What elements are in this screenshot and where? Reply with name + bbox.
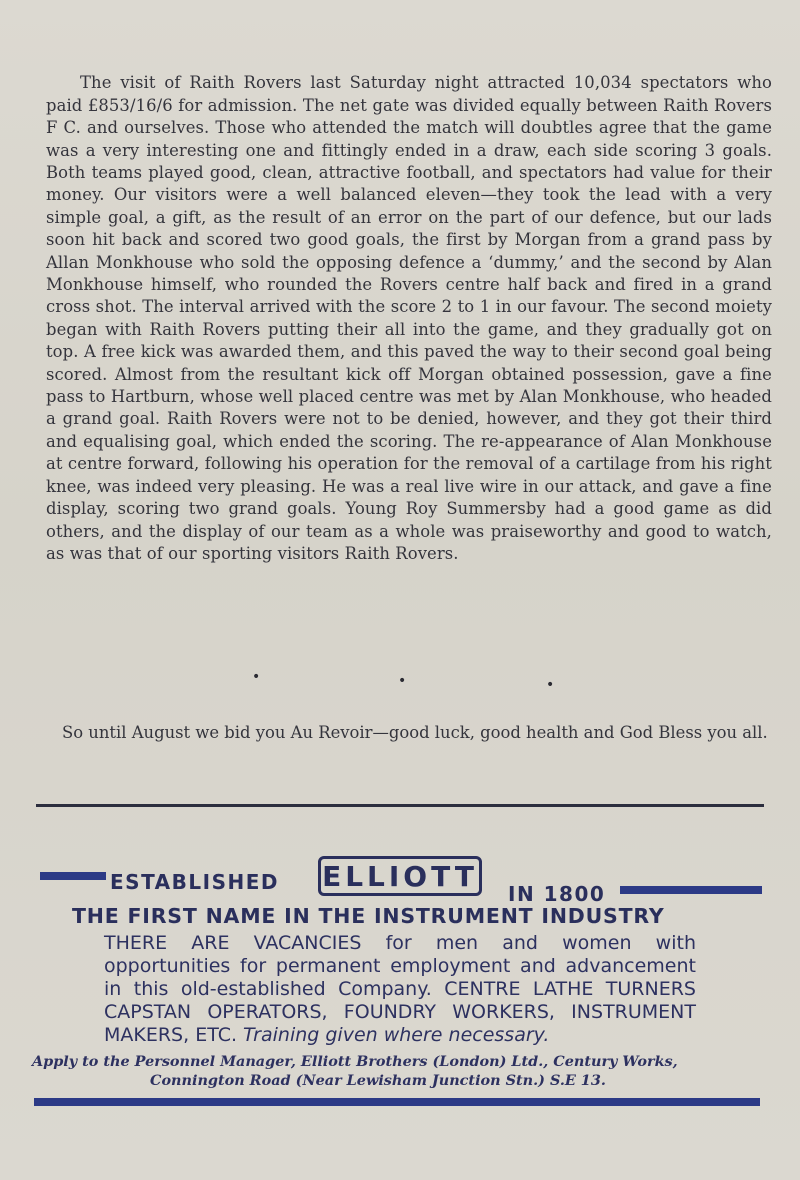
- match-report-paragraph: The visit of Raith Rovers last Saturday night attracted 10,034 spectators who paid £853/16/6 for admission. The net gate was divided equally between Raith Rovers F C. and ourselves. Those who attended the match will doubtles agree that the game was a very interesting one and fittingly ended in a draw, each side scoring 3 goals. Both teams played good, clean, attractive football, and spectators had value for their money. Our visitors were a well balanced eleven—they took the lead with a very simple goal, a gift, as the result of an error on the part of our defence, but our lads soon hit back and scored two good goals, the first by Morgan from a grand pass by Allan Monkhouse who sold the opposing defence a ‘dummy,’ and the second by Alan Monkhouse himself, who rounded the Rovers centre half back and fired in a grand cross shot. The interval arrived with the score 2 to 1 in our favour. The second moiety began with Raith Rovers putting their all into the game, and they gradually got on top. A free kick was awarded them, and this paved the way to their second goal being scored. Almost from the resultant kick off Morgan obtained possession, gave a fine pass to Hartburn, whose well placed centre was met by Alan Monkhouse, who headed a grand goal. Raith Rovers were not to be denied, however, and they got their third and equalising goal, which ended the scoring. The re-appearance of Alan Monkhouse at centre forward, following his operation for the removal of a cartilage from his right knee, was indeed very pleasing. He was a real live wire in our attack, and gave a fine display, scoring two grand goals. Young Roy Summersby had a good game as did others, and the display of our team as a whole was praiseworthy and good to watch, as was that of our sporting visitors Raith Rovers.: [46, 73, 772, 563]
- vacancies-body: THERE ARE VACANCIES for men and women with opportunities for permanent employment and advancement in this old-established Company. CENTRE LATHE TURNERS CAPSTAN OPERATORS, FOUNDRY WORKERS, INSTRUMENT MAKERS, ETC.: [104, 932, 696, 1046]
- training-note: Training given where necessary.: [243, 1024, 550, 1046]
- separator-dot: •: [398, 673, 407, 689]
- elliott-logo-text: ELLIOTT: [322, 859, 478, 893]
- divider-rule: [36, 804, 764, 807]
- elliott-logo: [318, 856, 482, 896]
- established-label: ESTABLISHED: [110, 870, 279, 894]
- established-year: IN 1800: [508, 882, 606, 906]
- decorative-bar-left: [40, 872, 106, 880]
- bottom-rule: [34, 1098, 760, 1106]
- separator-dot: •: [252, 669, 261, 685]
- established-row: [0, 856, 800, 906]
- vacancies-text: [104, 932, 696, 1047]
- apply-address: [32, 1052, 762, 1090]
- separator-dot: •: [546, 677, 555, 693]
- farewell-paragraph: So until August we bid you Au Revoir—good luck, good health and God Bless you all.: [62, 723, 768, 743]
- section-separator: [0, 668, 800, 693]
- apply-line-1: Apply to the Personnel Manager, Elliott Brothers (London) Ltd., Century Works,: [32, 1053, 678, 1070]
- decorative-bar-right: [620, 886, 762, 894]
- apply-line-2: Connington Road (Near Lewisham Junction Stn.) S.E 13.: [150, 1072, 606, 1089]
- advert-tagline: THE FIRST NAME IN THE INSTRUMENT INDUSTRY: [72, 904, 665, 928]
